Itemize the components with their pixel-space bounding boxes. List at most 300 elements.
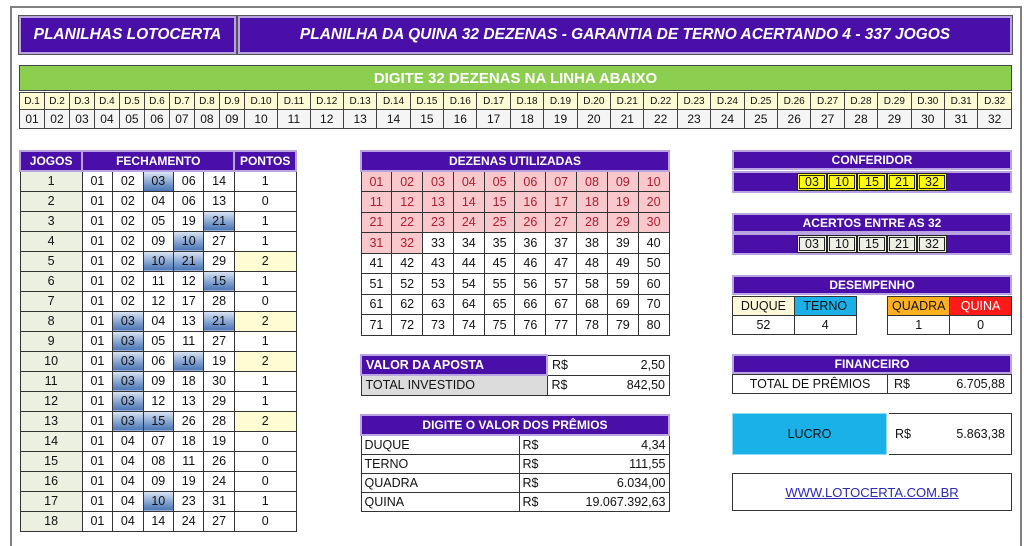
conferidor-number[interactable]: 15 [857,173,887,191]
dezena-label: D.14 [377,93,410,110]
input-bar-title-text: DIGITE 32 DEZENAS NA LINHA ABAIXO [373,69,658,87]
dezena-cell: 30 [638,212,669,233]
dezena-label: D.2 [44,93,69,110]
dezena-cell: 29 [607,212,638,233]
dezena: 24 [174,511,204,531]
acertos-number: 10 [827,235,857,253]
dezena-hit: 03 [113,351,143,371]
dezena-cell: 14 [453,192,484,213]
dezena-hit: 03 [113,311,143,331]
dezena-cell: 10 [638,171,669,192]
dezena-cell: 21 [361,212,392,233]
dezena-hit: 10 [143,251,173,271]
dezena-cell: 58 [577,274,608,295]
dezena-cell: 46 [515,253,546,274]
dezena: 23 [174,491,204,511]
dezena-cell: 45 [484,253,515,274]
dezena: 01 [82,391,112,411]
dezena: 05 [143,331,173,351]
dezena: 01 [82,511,112,531]
dezena: 01 [82,491,112,511]
jogo-number: 9 [20,331,82,351]
dezena-input[interactable]: 18 [510,110,543,129]
lucro-value: 5.863,38 [956,427,1005,441]
dezena-cell: 20 [638,192,669,213]
dezena: 27 [204,511,234,531]
dezena-cell: 73 [423,315,454,336]
dezena: 11 [143,271,173,291]
title-header [238,16,1012,54]
dezena-input[interactable]: 17 [477,110,510,129]
dezena-cell: 60 [638,274,669,295]
dezena-input[interactable]: 02 [44,110,69,129]
pontos-value: 2 [234,411,296,431]
dezena-label: D.12 [310,93,343,110]
dezena-cell: 66 [515,294,546,315]
jogo-number: 8 [20,311,82,331]
table-row [20,291,296,311]
dezena-label: D.32 [978,93,1012,110]
dezena-cell: 42 [392,253,423,274]
dezena-cell: 39 [607,233,638,254]
premio-value-input[interactable]: 111,55 [559,454,669,473]
dezena-cell: 33 [423,233,454,254]
dezena-cell: 78 [577,315,608,336]
dezena: 02 [113,291,143,311]
dezena-input[interactable]: 25 [744,110,777,129]
dezena-input[interactable]: 04 [94,110,119,129]
dezena: 27 [204,331,234,351]
dezena-hit: 15 [143,411,173,431]
conferidor-title [732,150,1012,170]
dezena-label: D.6 [144,93,169,110]
dezena: 01 [82,271,112,291]
dezena-cell: 76 [515,315,546,336]
dezena-cell: 43 [423,253,454,274]
financeiro-title-text: FINANCEIRO [834,357,910,371]
dezena: 08 [143,451,173,471]
dezena-label: D.29 [878,93,911,110]
dezena-hit: 03 [113,391,143,411]
table-row [20,171,296,191]
dezena-cell: 01 [361,171,392,192]
dezena: 01 [82,311,112,331]
dezena-label: D.26 [778,93,811,110]
dezena-cell: 18 [577,192,608,213]
dezena-cell: 13 [423,192,454,213]
dezena-cell: 24 [453,212,484,233]
jogo-number: 2 [20,191,82,211]
dezena: 09 [143,471,173,491]
dezena: 09 [143,231,173,251]
dezena-cell: 41 [361,253,392,274]
dezena-label: D.19 [544,93,577,110]
pontos-value: 0 [234,511,296,531]
dezena-cell: 08 [577,171,608,192]
acertos-title [732,213,1012,233]
dezena-input[interactable]: 03 [69,110,94,129]
dezena: 02 [113,191,143,211]
dezena-cell: 28 [577,212,608,233]
dezena: 12 [143,291,173,311]
premio-label: TERNO [361,454,519,473]
fechamento-header: FECHAMENTO [82,151,234,171]
dezena: 04 [113,511,143,531]
table-row [20,271,296,291]
dezena-label: D.20 [577,93,610,110]
financeiro-title [732,354,1012,374]
dezena-cell: 56 [515,274,546,295]
premios-table [360,414,670,512]
dezena-cell: 64 [453,294,484,315]
dezena-input[interactable]: 32 [978,110,1012,129]
jogo-number: 7 [20,291,82,311]
conferidor-number[interactable]: 10 [827,173,857,191]
dezena: 13 [204,191,234,211]
dezena: 24 [204,471,234,491]
dezena-cell: 27 [546,212,577,233]
premio-value-input[interactable]: 4,34 [559,435,669,454]
dezena-cell: 25 [484,212,515,233]
dezena-label: D.11 [278,93,310,110]
dezena-label: D.17 [477,93,510,110]
dezena-cell: 15 [484,192,515,213]
dezena-input[interactable]: 11 [278,110,310,129]
dezena: 01 [82,331,112,351]
premios-title: DIGITE O VALOR DOS PRÊMIOS [361,415,669,435]
dezena-input[interactable]: 16 [444,110,477,129]
jogo-number: 18 [20,511,82,531]
dezena-cell: 34 [453,233,484,254]
dezena-label: D.7 [169,93,194,110]
acertos-number: 03 [797,235,827,253]
dezena-hit: 03 [113,411,143,431]
jogo-number: 10 [20,351,82,371]
premio-value-input[interactable]: 19.067.392,63 [559,492,669,511]
jogo-number: 12 [20,391,82,411]
dezena-cell: 23 [423,212,454,233]
dezena-label: D.16 [444,93,477,110]
dezena-cell: 49 [607,253,638,274]
dezena: 01 [82,451,112,471]
dezena-input[interactable]: 28 [844,110,877,129]
acertos-number: 15 [857,235,887,253]
dezena: 09 [143,371,173,391]
pontos-value: 0 [234,291,296,311]
dezena-label: D.28 [844,93,877,110]
website-link[interactable]: WWW.LOTOCERTA.COM.BR [785,484,959,500]
dezena-input[interactable]: 15 [410,110,443,129]
dezena-cell: 47 [546,253,577,274]
dezena: 19 [174,471,204,491]
dezena-input[interactable]: 05 [119,110,144,129]
table-row [20,191,296,211]
dezena-cell: 16 [515,192,546,213]
acertos-numbers [732,233,1012,255]
premio-label: QUINA [361,492,519,511]
dezena: 17 [174,291,204,311]
dezena-label: D.30 [911,93,944,110]
dezena: 01 [82,351,112,371]
currency: R$ [895,427,911,441]
pontos-value: 2 [234,351,296,371]
dezena: 01 [82,191,112,211]
dezena-input[interactable]: 14 [377,110,410,129]
table-row [20,511,296,531]
currency: R$ [894,377,910,391]
dezena-input[interactable]: 31 [944,110,977,129]
table-row [20,351,296,371]
jogo-number: 14 [20,431,82,451]
pontos-value: 0 [234,431,296,451]
jogo-number: 15 [20,451,82,471]
total-premios-value: 6.705,88 [956,377,1005,391]
conferidor-number[interactable]: 03 [797,173,827,191]
dezena-cell: 35 [484,233,515,254]
dezena-input[interactable]: 07 [169,110,194,129]
total-premios-label: TOTAL DE PRÊMIOS [733,375,888,393]
dezena-cell: 70 [638,294,669,315]
pontos-value: 0 [234,451,296,471]
dezena-cell: 75 [484,315,515,336]
dezena-label: D.22 [644,93,677,110]
dezena-input[interactable]: 26 [778,110,811,129]
dezena-cell: 22 [392,212,423,233]
dezena: 07 [143,431,173,451]
dezena-input[interactable]: 21 [611,110,644,129]
desempenho-title-text: DESEMPENHO [829,278,915,292]
dezena: 04 [143,191,173,211]
dezena-label: D.13 [343,93,376,110]
dezena: 14 [143,511,173,531]
lucro-row [732,413,1012,455]
website-link-box [732,473,1012,511]
dezena-label: D.31 [944,93,977,110]
dezena: 02 [113,211,143,231]
dezena-cell: 57 [546,274,577,295]
table-row [20,331,296,351]
dezena-input[interactable]: 13 [343,110,376,129]
quadra-count: 1 [888,316,950,335]
dezena-cell: 61 [361,294,392,315]
dezena: 02 [113,171,143,191]
dezena-input[interactable]: 10 [244,110,277,129]
dezena-cell: 51 [361,274,392,295]
dezena: 12 [143,391,173,411]
table-row [20,391,296,411]
acertos-number: 32 [917,235,947,253]
dezena-hit: 03 [113,331,143,351]
dezena-hit: 21 [174,251,204,271]
dezena-cell: 31 [361,233,392,254]
dezena-input[interactable]: 29 [878,110,911,129]
jogo-number: 17 [20,491,82,511]
dezena: 04 [113,471,143,491]
dezena: 19 [174,211,204,231]
conferidor-title-text: CONFERIDOR [831,153,913,167]
dezenas-input-grid [19,92,1012,129]
dezena-cell: 62 [392,294,423,315]
pontos-value: 1 [234,271,296,291]
dezena: 18 [174,431,204,451]
dezena: 11 [174,451,204,471]
pontos-value: 1 [234,171,296,191]
dezena: 01 [82,211,112,231]
dezena: 06 [174,171,204,191]
pontos-value: 0 [234,471,296,491]
dezena: 26 [174,411,204,431]
dezenas-utilizadas-table [360,150,670,336]
premio-label: QUADRA [361,473,519,492]
dezena: 06 [143,351,173,371]
dezena-cell: 79 [607,315,638,336]
dezena-hit: 03 [143,171,173,191]
dezena-label: D.8 [194,93,219,110]
table-row [20,471,296,491]
jogo-number: 1 [20,171,82,191]
dezena-label: D.9 [219,93,244,110]
dezena-cell: 11 [361,192,392,213]
input-bar-title [19,65,1012,91]
dezena-cell: 19 [607,192,638,213]
dezena: 30 [204,371,234,391]
dezena-input[interactable]: 19 [544,110,577,129]
dezena: 04 [113,431,143,451]
conferidor-number[interactable]: 21 [887,173,917,191]
dezena-cell: 17 [546,192,577,213]
dezena: 04 [143,311,173,331]
jogo-number: 6 [20,271,82,291]
dezena: 13 [174,391,204,411]
dezena-cell: 05 [484,171,515,192]
dezena: 13 [174,311,204,331]
aposta-table [360,354,670,396]
duque-label: DUQUE [733,297,795,316]
page-title: PLANILHA DA QUINA 32 DEZENAS - GARANTIA DE TERNO ACERTANDO 4 - 337 JOGOS [299,26,951,43]
premio-value-input[interactable]: 6.034,00 [559,473,669,492]
dezena-cell: 38 [577,233,608,254]
dezena-input[interactable]: 09 [219,110,244,129]
dezena-label: D.1 [20,93,45,110]
jogo-number: 13 [20,411,82,431]
currency: R$ [519,473,559,492]
table-row [20,411,296,431]
dezena: 26 [204,451,234,471]
dezena-cell: 02 [392,171,423,192]
pontos-value: 0 [234,191,296,211]
pontos-value: 1 [234,211,296,231]
dezena-label: D.5 [119,93,144,110]
dezena-cell: 52 [392,274,423,295]
dezena-cell: 03 [423,171,454,192]
dezena-cell: 04 [453,171,484,192]
dezena-input[interactable]: 27 [811,110,844,129]
dezena-cell: 09 [607,171,638,192]
dezena-label: D.10 [244,93,277,110]
dezena-label: D.24 [711,93,744,110]
dezena-label: D.18 [510,93,543,110]
dezena-cell: 26 [515,212,546,233]
brand-header [19,16,236,54]
dezena-label: D.23 [677,93,710,110]
dezena-hit: 21 [204,211,234,231]
dezena-cell: 06 [515,171,546,192]
quadra-label: QUADRA [888,297,950,316]
dezena: 31 [204,491,234,511]
currency: R$ [547,375,587,395]
dezena-cell: 67 [546,294,577,315]
dezena: 19 [204,431,234,451]
dezena-input[interactable]: 30 [911,110,944,129]
dezena: 01 [82,371,112,391]
dezena-input[interactable]: 01 [20,110,45,129]
dezena-input[interactable]: 08 [194,110,219,129]
dezena: 28 [204,411,234,431]
dezena-cell: 37 [546,233,577,254]
dezena-cell: 55 [484,274,515,295]
dezena-input[interactable]: 23 [677,110,710,129]
dezena-input[interactable]: 06 [144,110,169,129]
dezena-cell: 32 [392,233,423,254]
dezena-input[interactable]: 20 [577,110,610,129]
dezena: 04 [113,451,143,471]
dezena-input[interactable]: 22 [644,110,677,129]
spacer [856,297,888,316]
table-row [20,371,296,391]
dezena-cell: 53 [423,274,454,295]
dezena-input[interactable]: 12 [310,110,343,129]
table-row [20,431,296,451]
conferidor-inputs [732,171,1012,193]
dezena: 14 [204,171,234,191]
dezena: 27 [204,231,234,251]
jogo-number: 3 [20,211,82,231]
dezena-cell: 63 [423,294,454,315]
dezena-cell: 68 [577,294,608,315]
valor-aposta-input[interactable]: 2,50 [587,355,670,375]
dezena-cell: 44 [453,253,484,274]
terno-count: 4 [794,316,856,335]
currency: R$ [519,454,559,473]
dezena-cell: 59 [607,274,638,295]
premio-label: DUQUE [361,435,519,454]
dezena-label: D.15 [410,93,443,110]
dezena-input[interactable]: 24 [711,110,744,129]
pontos-value: 1 [234,491,296,511]
terno-label: TERNO [794,297,856,316]
dezena-cell: 50 [638,253,669,274]
total-investido-value: 842,50 [587,375,670,395]
dezena: 06 [174,191,204,211]
currency: R$ [519,435,559,454]
dezena: 19 [204,351,234,371]
valor-aposta-label: VALOR DA APOSTA [361,355,547,375]
table-row [20,231,296,251]
dezena-label: D.25 [744,93,777,110]
dezena-label: D.4 [94,93,119,110]
total-premios-row [732,374,1012,394]
dezena: 01 [82,431,112,451]
dezena-cell: 12 [392,192,423,213]
pontos-value: 1 [234,231,296,251]
dezena-hit: 10 [143,491,173,511]
conferidor-number[interactable]: 32 [917,173,947,191]
table-row [20,251,296,271]
dezena-cell: 72 [392,315,423,336]
lucro-label: LUCRO [732,413,887,455]
dezena: 05 [143,211,173,231]
currency: R$ [547,355,587,375]
